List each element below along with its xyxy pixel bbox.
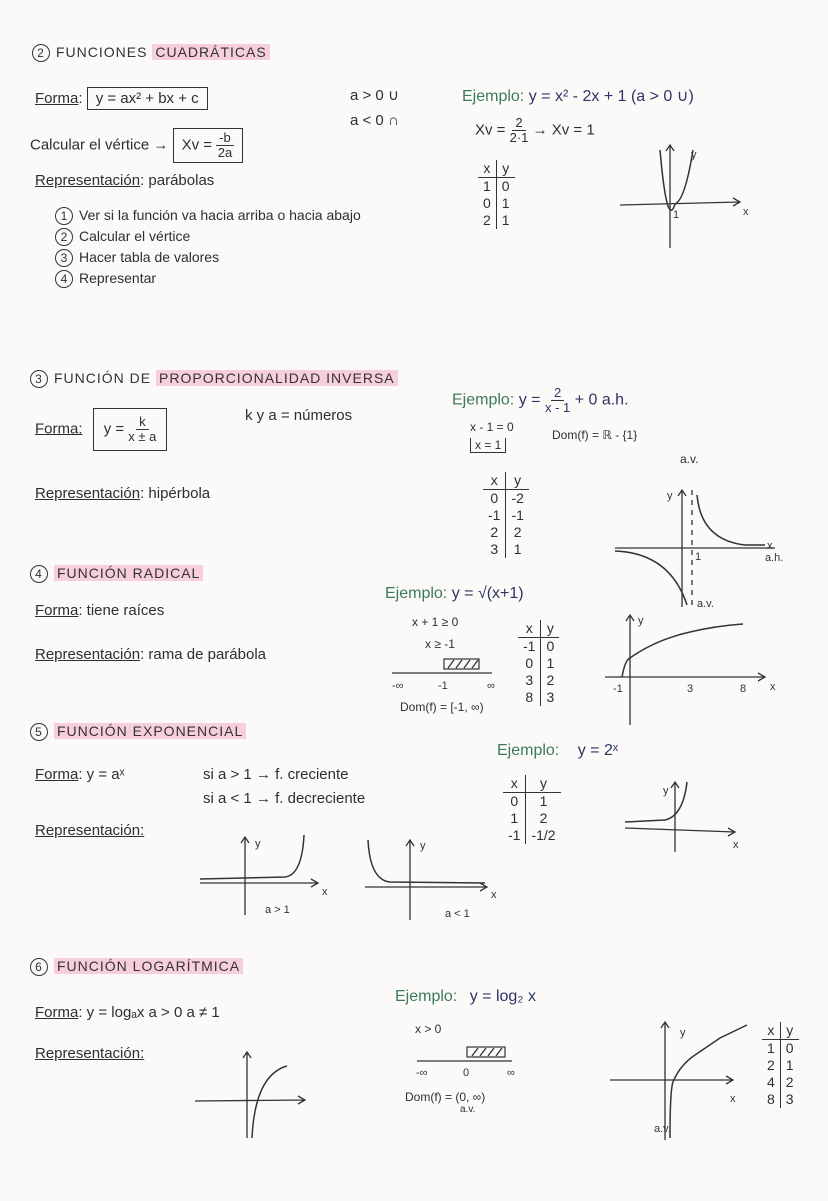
cell: 1: [546, 655, 555, 671]
table-row: [503, 810, 561, 827]
step-item: 1 Ver si la función va hacia arriba o hacia abajo: [55, 205, 361, 226]
y-axis: [241, 837, 249, 915]
example-rhs: + 0 a.h.: [574, 391, 629, 409]
exponential-curve: [200, 835, 304, 879]
section-title-radical: [30, 565, 203, 583]
table-row: [518, 689, 559, 706]
table-header: [518, 620, 559, 638]
cell: 1: [539, 793, 548, 809]
hyperbola-graph: [615, 485, 785, 610]
cell: 1: [785, 1057, 794, 1073]
hyperbola-branch-left: [615, 551, 687, 605]
cell: -1: [503, 827, 526, 844]
forma-row: [35, 766, 125, 783]
equation-result: x = 1: [470, 438, 506, 453]
example-fraction: [545, 386, 570, 415]
table-row: [478, 178, 515, 196]
cell: 1: [501, 212, 510, 228]
forma-formula-box: [93, 408, 168, 451]
section-title-logarithmic: [30, 958, 243, 976]
table-row: [478, 195, 515, 212]
cell: 2: [483, 524, 506, 541]
domain: Dom(f) = ℝ - {1}: [552, 428, 638, 442]
table-row: [503, 793, 561, 811]
x-label: x: [491, 889, 497, 901]
horizontal-asymptote-label: a.h.: [765, 552, 784, 564]
domain-av-note: a.v.: [460, 1104, 476, 1115]
example-exponential: [497, 742, 618, 760]
section-number: 6: [30, 958, 48, 976]
cell: -1: [483, 507, 506, 524]
tick-label: 1: [695, 551, 702, 563]
x-axis: [200, 879, 318, 887]
table-row: [762, 1057, 799, 1074]
vertex-formula-box: [173, 128, 243, 163]
rep-value: : parábolas: [140, 172, 215, 189]
line-label: 0: [463, 1067, 470, 1079]
step-item: 4 Representar: [55, 268, 361, 289]
example-vertex-calc: [475, 116, 595, 145]
step-text: Representar: [79, 270, 157, 286]
line-label: ∞: [507, 1067, 515, 1079]
cell: 1: [503, 810, 526, 827]
hatching: [448, 660, 478, 668]
formula-lhs: y =: [103, 420, 125, 438]
a-positive-note: a > 0 ∪: [350, 87, 399, 104]
example-label: Ejemplo:: [385, 585, 448, 602]
y-axis: [626, 615, 634, 725]
values-table-logarithm: [762, 1022, 799, 1108]
x-axis: [625, 828, 735, 836]
tick-label: -1: [613, 683, 623, 695]
example-lhs: y =: [518, 391, 541, 409]
example-formula: y = log₂ x: [469, 988, 536, 1005]
x-axis: [365, 883, 487, 891]
cell: 2: [762, 1057, 780, 1074]
y-label: y: [667, 490, 673, 502]
logarithm-curve: [670, 1025, 747, 1138]
y-label: y: [663, 785, 669, 797]
radical-curve: [622, 624, 743, 677]
cell: -2: [511, 490, 524, 506]
forma-formula-box: y = ax² + bx + c: [87, 87, 208, 110]
col-x: x: [478, 160, 496, 178]
example-formula: y = x² - 2x + 1 (a > 0 ∪): [528, 88, 694, 105]
cell: 0: [501, 178, 510, 194]
x-label: x: [733, 839, 739, 851]
section-title-inverse: [30, 370, 398, 388]
table-row: [762, 1074, 799, 1091]
table-row: [478, 212, 515, 229]
rep-value: : hipérbola: [140, 485, 211, 502]
example-label: Ejemplo:: [462, 88, 525, 105]
step-item: 3 Hacer tabla de valores: [55, 247, 361, 268]
table-row: [483, 507, 529, 524]
cell: 3: [518, 672, 541, 689]
section-number: 4: [30, 565, 48, 583]
table-row: [762, 1091, 799, 1108]
table-row: [483, 490, 529, 508]
table-header: [478, 160, 515, 178]
steps-list: [55, 205, 361, 289]
col-x: x: [518, 620, 541, 638]
cell: 2: [513, 524, 522, 540]
graph-caption: a > 1: [265, 904, 290, 916]
line-label: -∞: [416, 1067, 428, 1079]
logarithm-example-graph: [610, 1020, 760, 1145]
cell: 1: [513, 541, 522, 557]
table-row: [518, 655, 559, 672]
title-part: FUNCIONES: [56, 44, 148, 60]
rep-value: : rama de parábola: [140, 646, 266, 663]
table-row: [518, 672, 559, 689]
tick-label: 3: [687, 683, 694, 695]
radical-graph: [605, 610, 780, 725]
y-axis: [406, 840, 414, 920]
cell: 0: [478, 195, 496, 212]
cell: 0: [785, 1040, 794, 1056]
values-table-inverse: [483, 472, 529, 558]
section-title-quadratic: [32, 44, 270, 62]
example-formula: y = 2ˣ: [577, 742, 619, 759]
xv-label: Xv =: [475, 121, 506, 139]
cell: 0: [518, 655, 541, 672]
cell: -1: [511, 507, 524, 523]
section-number: 3: [30, 370, 48, 388]
values-table-quadratic: [478, 160, 515, 229]
example-inverse: [452, 386, 629, 415]
x-label: x: [767, 540, 773, 552]
parabola-curve: [660, 150, 693, 210]
cell: 3: [483, 541, 506, 558]
col-y: y: [526, 775, 561, 793]
x-label: x: [743, 206, 749, 218]
vertex-row: [30, 128, 243, 163]
representation-row: [35, 646, 266, 663]
tick-label: 8: [740, 683, 747, 695]
example-fraction: [510, 116, 529, 145]
table-row: [518, 638, 559, 656]
domain: Dom(f) = [-1, ∞): [400, 700, 484, 714]
example-logarithm: [395, 988, 536, 1006]
line-label: -∞: [392, 680, 404, 692]
title-highlight: PROPORCIONALIDAD INVERSA: [156, 370, 398, 386]
exponential-graph-growth: [200, 835, 330, 920]
col-y: y: [496, 160, 514, 178]
logarithm-curve: [252, 1066, 287, 1138]
section-title-exponential: [30, 723, 246, 741]
step-text: Hacer tabla de valores: [79, 249, 220, 265]
values-table-exponential: [503, 775, 561, 844]
cell: 3: [785, 1091, 794, 1107]
denominator: 2a: [217, 145, 233, 160]
vertical-asymptote-label: a.v.: [654, 1123, 671, 1135]
a-negative-note: a < 0 ∩: [350, 112, 399, 129]
example-radical: [385, 585, 524, 603]
representation-row: [35, 485, 210, 502]
cell: -1/2: [531, 827, 556, 843]
forma-row: [35, 1004, 220, 1021]
cell: 2: [539, 810, 548, 826]
hyperbola-branch-right: [697, 495, 765, 545]
condition-decreasing: si a < 1 → f. decreciente: [203, 790, 366, 807]
hatching: [472, 1048, 502, 1056]
title-highlight: CUADRÁTICAS: [152, 44, 269, 60]
table-header: [503, 775, 561, 793]
forma-value: : y = aˣ: [78, 766, 125, 783]
constants-note: k y a = números: [245, 407, 353, 424]
cell: 0: [546, 638, 555, 654]
exponential-curve: [368, 840, 485, 883]
y-label: y: [680, 1027, 686, 1039]
cell: 8: [762, 1091, 780, 1108]
section-number: 5: [30, 723, 48, 741]
table-row: [503, 827, 561, 844]
example-label: Ejemplo:: [395, 988, 458, 1005]
line-label: ∞: [487, 680, 495, 692]
y-axis: [243, 1052, 251, 1138]
exponential-curve: [625, 782, 687, 822]
step-text: Ver si la función va hacia arriba o hacia abajo: [79, 207, 361, 223]
cell: 8: [518, 689, 541, 706]
table-row: [483, 541, 529, 558]
cell: 0: [483, 490, 506, 508]
y-label: y: [420, 840, 426, 852]
vertex-label: Calcular el vértice →: [30, 136, 169, 154]
step-text: Calcular el vértice: [79, 228, 191, 244]
y-label: y: [638, 615, 644, 627]
col-x: x: [762, 1022, 780, 1040]
title-highlight: FUNCIÓN EXPONENCIAL: [54, 723, 246, 739]
forma-label: Forma: [35, 90, 79, 107]
forma-label: Forma: [35, 602, 79, 619]
cell: 1: [501, 195, 510, 211]
denominator: x - 1: [544, 400, 571, 415]
logarithm-graph: [195, 1050, 315, 1140]
number-line-logarithm: [412, 1045, 522, 1080]
condition-increasing: si a > 1 → f. creciente: [203, 766, 349, 783]
exponential-graph-decay: [365, 835, 500, 920]
y-label: y: [255, 838, 261, 850]
vertex-fraction: [216, 131, 234, 160]
denominator: 2·1: [509, 130, 529, 145]
cell: 3: [546, 689, 555, 705]
table-header: [483, 472, 529, 490]
x-label: x: [322, 886, 328, 898]
numerator: -b: [216, 131, 234, 146]
vertical-asymptote-label: a.v.: [697, 598, 714, 610]
step-item: 2 Calcular el vértice: [55, 226, 361, 247]
table-header: [762, 1022, 799, 1040]
inequality: x + 1 ≥ 0: [412, 615, 459, 629]
forma-value: : y = logₐx a > 0 a ≠ 1: [78, 1004, 220, 1021]
numerator: k: [136, 415, 149, 430]
y-label: y: [691, 149, 697, 161]
title-part: FUNCIÓN DE: [54, 370, 152, 386]
forma-row: [35, 408, 167, 451]
cell: 2: [785, 1074, 794, 1090]
vertex-result: → Xv = 1: [532, 121, 595, 139]
x-axis: [605, 673, 765, 681]
forma-label: Forma: [35, 766, 79, 783]
values-table-radical: [518, 620, 559, 706]
xv-label: Xv =: [181, 136, 212, 154]
representation-row: [35, 172, 214, 189]
inequality-result: x ≥ -1: [425, 637, 455, 651]
inequality: x > 0: [415, 1022, 442, 1036]
cell: 2: [478, 212, 496, 229]
cell: 2: [546, 672, 555, 688]
example-label: Ejemplo:: [497, 742, 560, 759]
example-formula: y = √(x+1): [451, 585, 524, 602]
forma-value: : tiene raíces: [78, 602, 165, 619]
parabola-graph: [615, 140, 765, 250]
table-row: [762, 1040, 799, 1058]
col-y: y: [506, 472, 529, 490]
rep-label: Representación: [35, 646, 141, 663]
numerator: 2: [512, 116, 525, 131]
number-line-radical: [392, 655, 517, 695]
title-highlight: FUNCIÓN LOGARÍTMICA: [54, 958, 243, 974]
x-axis: [610, 1076, 733, 1084]
col-x: x: [483, 472, 506, 490]
y-axis: [666, 145, 674, 248]
forma-row: Forma: y = ax² + bx + c: [35, 90, 208, 107]
example-quadratic: [462, 86, 694, 106]
forma-label: Forma: [35, 1004, 79, 1021]
rep-label: Representación:: [35, 1045, 145, 1062]
rep-label: Representación:: [35, 822, 145, 839]
section-number: 2: [32, 44, 50, 62]
example-label: Ejemplo:: [452, 391, 515, 409]
x-axis: [195, 1096, 305, 1104]
cell: 0: [503, 793, 526, 811]
domain: Dom(f) = (0, ∞): [405, 1090, 486, 1104]
vertical-asymptote-note: a.v.: [680, 452, 699, 466]
col-y: y: [780, 1022, 798, 1040]
rep-label: Representación: [35, 485, 141, 502]
tick-label: 1: [673, 209, 680, 221]
numerator: 2: [551, 386, 564, 401]
formula-fraction: [128, 415, 156, 444]
cell: 1: [478, 178, 496, 196]
col-y: y: [541, 620, 559, 638]
denominator: x ± a: [128, 429, 157, 444]
equation-step: x - 1 = 0: [470, 420, 514, 434]
exponential-example-graph: [625, 780, 755, 855]
cell: -1: [518, 638, 541, 656]
col-x: x: [503, 775, 526, 793]
forma-label: Forma:: [35, 420, 83, 438]
table-row: [483, 524, 529, 541]
title-highlight: FUNCIÓN RADICAL: [54, 565, 203, 581]
cell: 1: [762, 1040, 780, 1058]
graph-caption: a < 1: [445, 908, 470, 920]
x-label: x: [730, 1093, 736, 1105]
forma-row: [35, 602, 164, 619]
line-label: -1: [438, 680, 448, 692]
cell: 4: [762, 1074, 780, 1091]
rep-label: Representación: [35, 172, 141, 189]
x-label: x: [770, 681, 776, 693]
